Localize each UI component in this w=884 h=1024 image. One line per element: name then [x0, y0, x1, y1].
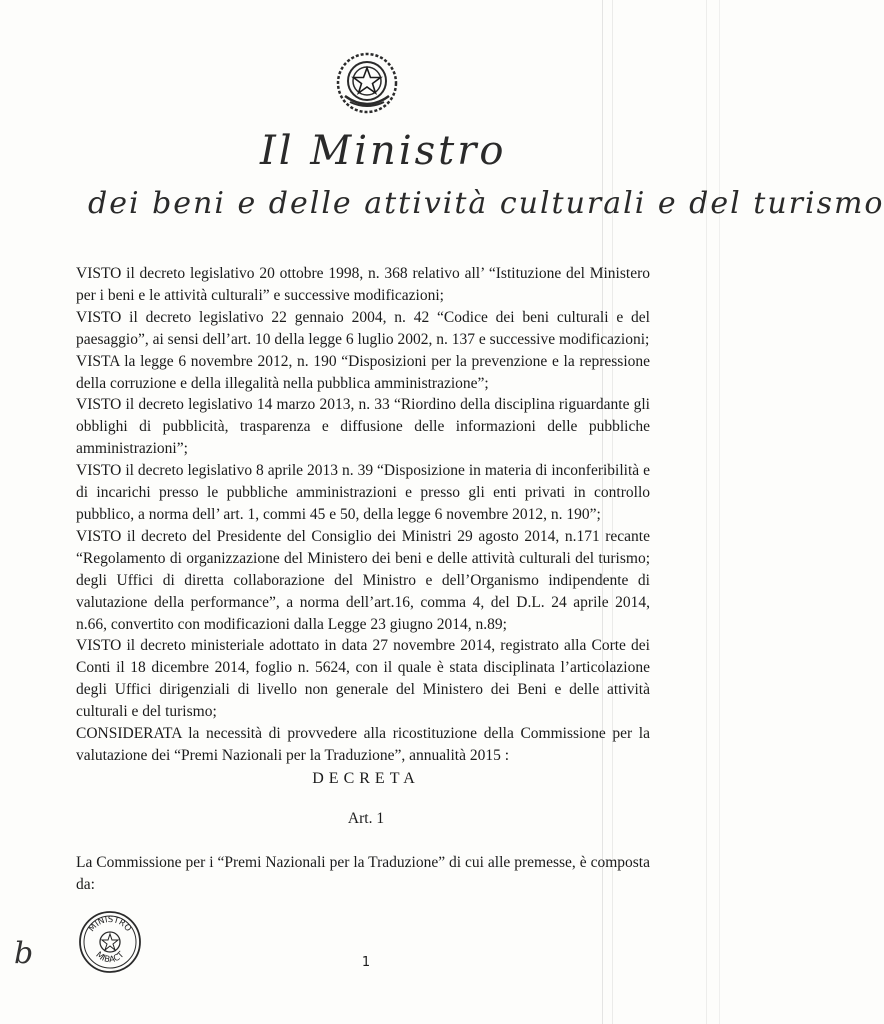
ministry-name: dei beni e delle attività culturali e del turismo — [88, 186, 884, 221]
preamble-paragraph: VISTO il decreto legislativo 22 gennaio 2004, n. 42 “Codice dei beni culturali e del paesaggio”, ai sensi dell’art. 10 della legge 6 luglio 2002, n. 137 e successive modificazioni; — [76, 308, 650, 348]
italian-republic-emblem-icon — [336, 52, 398, 114]
preamble-paragraph: VISTO il decreto legislativo 14 marzo 2013, n. 33 “Riordino della disciplina riguardante gli obblighi di pubblicità, trasparenza e diffusione delle informazioni delle pubbliche amministrazioni”; — [76, 396, 650, 458]
article-text: La Commissione per i “Premi Nazionali per la Traduzione” di cui alle premesse, è composta da: — [76, 854, 650, 893]
preamble-paragraph: CONSIDERATA la necessità di provvedere alla ricostituzione della Commissione per la valutazione dei “Premi Nazionali per la Traduzione”, annualità 2015 : — [76, 725, 650, 764]
scan-artifact-line — [706, 0, 707, 1024]
page-number: 1 — [361, 955, 371, 970]
minister-title: Il Ministro — [260, 128, 507, 174]
article-heading: Art. 1 — [347, 810, 385, 827]
scan-artifact-line — [719, 0, 720, 1024]
preamble-paragraph: VISTO il decreto legislativo 8 aprile 2013 n. 39 “Disposizione in materia di inconferibilità e di incarichi presso le pubbliche amministrazioni e presso gli enti privati in controllo pubblico, a norma dell’ art. 1, commi 45 e 50, della legge 6 novembre 2012, n. 190”; — [76, 462, 650, 523]
preamble-paragraph: VISTO il decreto del Presidente del Consiglio dei Ministri 29 agosto 2014, n.171 recante “Regolamento di organizzazione del Ministero dei beni e delle attività culturali del turismo; degli Uffici di diretta collaborazione del Ministro e dell’Organismo indipendente di valutazione della performance”, a norma dell’art.16, comma 4, del D.L. 24 aprile 2014, n.66, convertito con modificazioni dalla Legge 23 giugno 2014, n.89; — [76, 527, 650, 633]
preamble-paragraph: VISTO il decreto ministeriale adottato in data 27 novembre 2014, registrato alla Corte dei Conti il 18 dicembre 2014, foglio n. 5624, con il quale è stata disciplinata l’articolazione degli Uffici dirigenziali di livello non generale del Ministero dei Beni e delle attività culturali e del turismo; — [76, 637, 650, 721]
preamble — [76, 263, 650, 767]
preamble-paragraph: VISTO il decreto legislativo 20 ottobre 1998, n. 368 relativo all’ “Istituzione del Ministero per i beni e le attività culturali” e successive modificazioni; — [76, 265, 650, 304]
decreta-heading: DECRETA — [312, 770, 420, 787]
handwritten-initial: b — [14, 936, 34, 971]
stamp-text-top: MINISTRO — [86, 914, 134, 934]
stamp-text-bottom: MIBACT — [93, 950, 127, 966]
preamble-paragraph: VISTA la legge 6 novembre 2012, n. 190 “Disposizioni per la prevenzione e la repressione della corruzione e della illegalità nella pubblica amministrazione”; — [76, 352, 650, 392]
